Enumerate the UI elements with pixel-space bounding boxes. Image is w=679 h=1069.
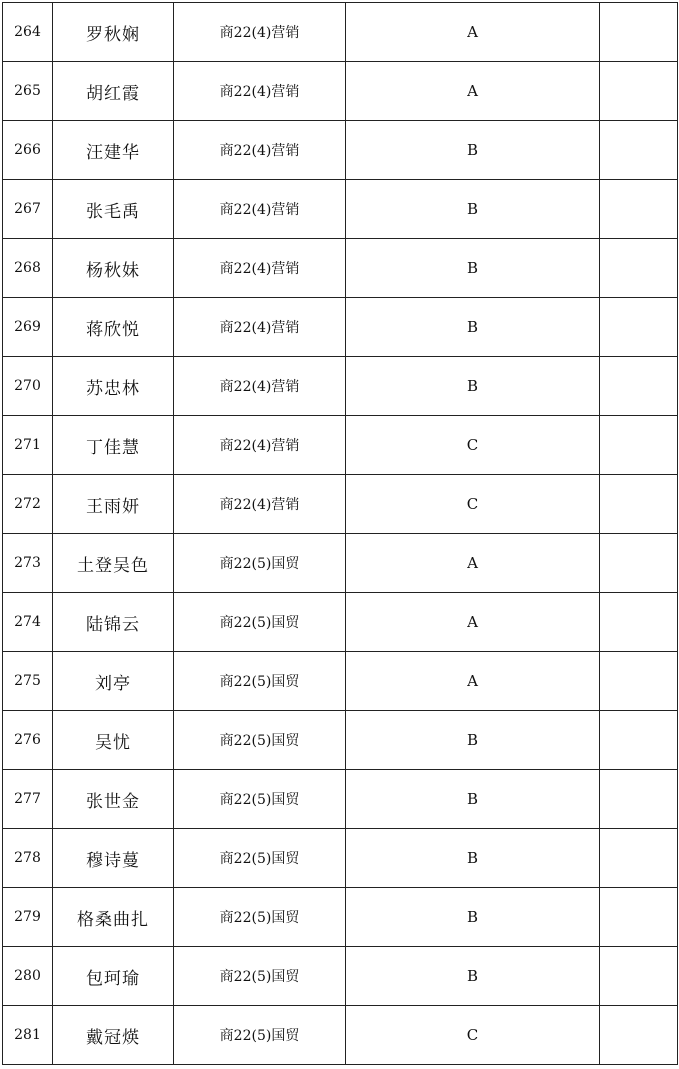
row-number-cell: 277 xyxy=(3,770,53,829)
remark-cell xyxy=(600,416,678,475)
remark-cell xyxy=(600,1006,678,1065)
row-number-cell: 269 xyxy=(3,298,53,357)
student-name-cell: 陆锦云 xyxy=(53,593,174,652)
table-row xyxy=(3,3,678,62)
row-number-cell: 281 xyxy=(3,1006,53,1065)
roster-table-body xyxy=(3,3,678,1065)
grade-cell: B xyxy=(346,357,600,416)
row-number-cell: 274 xyxy=(3,593,53,652)
student-name-cell: 包珂瑜 xyxy=(53,947,174,1006)
grade-cell: A xyxy=(346,62,600,121)
class-name-cell: 商22(4)营销 xyxy=(174,121,346,180)
class-name-cell: 商22(4)营销 xyxy=(174,298,346,357)
class-name-cell: 商22(5)国贸 xyxy=(174,947,346,1006)
student-name-cell: 土登吴色 xyxy=(53,534,174,593)
grade-cell: B xyxy=(346,298,600,357)
grade-cell: B xyxy=(346,770,600,829)
roster-table xyxy=(2,2,678,1065)
grade-cell: A xyxy=(346,593,600,652)
grade-cell: A xyxy=(346,534,600,593)
grade-cell: C xyxy=(346,475,600,534)
remark-cell xyxy=(600,534,678,593)
class-name-cell: 商22(4)营销 xyxy=(174,239,346,298)
grade-cell: B xyxy=(346,239,600,298)
row-number-cell: 264 xyxy=(3,3,53,62)
class-name-cell: 商22(5)国贸 xyxy=(174,770,346,829)
table-row xyxy=(3,121,678,180)
student-name-cell: 戴冠煐 xyxy=(53,1006,174,1065)
row-number-cell: 271 xyxy=(3,416,53,475)
table-row xyxy=(3,416,678,475)
row-number-cell: 267 xyxy=(3,180,53,239)
remark-cell xyxy=(600,239,678,298)
student-name-cell: 格桑曲扎 xyxy=(53,888,174,947)
grade-cell: A xyxy=(346,652,600,711)
class-name-cell: 商22(5)国贸 xyxy=(174,534,346,593)
grade-cell: C xyxy=(346,1006,600,1065)
student-name-cell: 汪建华 xyxy=(53,121,174,180)
remark-cell xyxy=(600,593,678,652)
grade-cell: B xyxy=(346,121,600,180)
class-name-cell: 商22(5)国贸 xyxy=(174,829,346,888)
student-name-cell: 吴忧 xyxy=(53,711,174,770)
student-name-cell: 刘亭 xyxy=(53,652,174,711)
class-name-cell: 商22(5)国贸 xyxy=(174,711,346,770)
row-number-cell: 266 xyxy=(3,121,53,180)
table-row xyxy=(3,652,678,711)
remark-cell xyxy=(600,770,678,829)
row-number-cell: 279 xyxy=(3,888,53,947)
table-row xyxy=(3,888,678,947)
row-number-cell: 268 xyxy=(3,239,53,298)
table-row xyxy=(3,239,678,298)
class-name-cell: 商22(4)营销 xyxy=(174,357,346,416)
student-name-cell: 穆诗蔓 xyxy=(53,829,174,888)
table-row xyxy=(3,711,678,770)
row-number-cell: 273 xyxy=(3,534,53,593)
remark-cell xyxy=(600,711,678,770)
table-row xyxy=(3,770,678,829)
remark-cell xyxy=(600,888,678,947)
class-name-cell: 商22(5)国贸 xyxy=(174,593,346,652)
student-name-cell: 胡红霞 xyxy=(53,62,174,121)
class-name-cell: 商22(4)营销 xyxy=(174,475,346,534)
remark-cell xyxy=(600,298,678,357)
row-number-cell: 280 xyxy=(3,947,53,1006)
class-name-cell: 商22(5)国贸 xyxy=(174,652,346,711)
remark-cell xyxy=(600,829,678,888)
grade-cell: B xyxy=(346,180,600,239)
remark-cell xyxy=(600,180,678,239)
row-number-cell: 278 xyxy=(3,829,53,888)
table-row xyxy=(3,357,678,416)
class-name-cell: 商22(4)营销 xyxy=(174,62,346,121)
remark-cell xyxy=(600,357,678,416)
student-name-cell: 张世金 xyxy=(53,770,174,829)
class-name-cell: 商22(4)营销 xyxy=(174,416,346,475)
student-name-cell: 杨秋妹 xyxy=(53,239,174,298)
grade-cell: B xyxy=(346,711,600,770)
table-row xyxy=(3,62,678,121)
roster-sheet xyxy=(2,2,677,1065)
grade-cell: A xyxy=(346,3,600,62)
table-row xyxy=(3,298,678,357)
table-row xyxy=(3,593,678,652)
row-number-cell: 275 xyxy=(3,652,53,711)
row-number-cell: 265 xyxy=(3,62,53,121)
remark-cell xyxy=(600,3,678,62)
remark-cell xyxy=(600,62,678,121)
grade-cell: B xyxy=(346,947,600,1006)
class-name-cell: 商22(5)国贸 xyxy=(174,888,346,947)
table-row xyxy=(3,947,678,1006)
table-row xyxy=(3,180,678,239)
grade-cell: B xyxy=(346,888,600,947)
student-name-cell: 蒋欣悦 xyxy=(53,298,174,357)
remark-cell xyxy=(600,475,678,534)
student-name-cell: 王雨妍 xyxy=(53,475,174,534)
class-name-cell: 商22(5)国贸 xyxy=(174,1006,346,1065)
grade-cell: C xyxy=(346,416,600,475)
grade-cell: B xyxy=(346,829,600,888)
class-name-cell: 商22(4)营销 xyxy=(174,3,346,62)
student-name-cell: 丁佳慧 xyxy=(53,416,174,475)
table-row xyxy=(3,1006,678,1065)
row-number-cell: 276 xyxy=(3,711,53,770)
remark-cell xyxy=(600,652,678,711)
table-row xyxy=(3,829,678,888)
table-row xyxy=(3,475,678,534)
table-row xyxy=(3,534,678,593)
remark-cell xyxy=(600,121,678,180)
class-name-cell: 商22(4)营销 xyxy=(174,180,346,239)
student-name-cell: 罗秋娴 xyxy=(53,3,174,62)
row-number-cell: 272 xyxy=(3,475,53,534)
remark-cell xyxy=(600,947,678,1006)
student-name-cell: 张毛禹 xyxy=(53,180,174,239)
row-number-cell: 270 xyxy=(3,357,53,416)
student-name-cell: 苏忠林 xyxy=(53,357,174,416)
